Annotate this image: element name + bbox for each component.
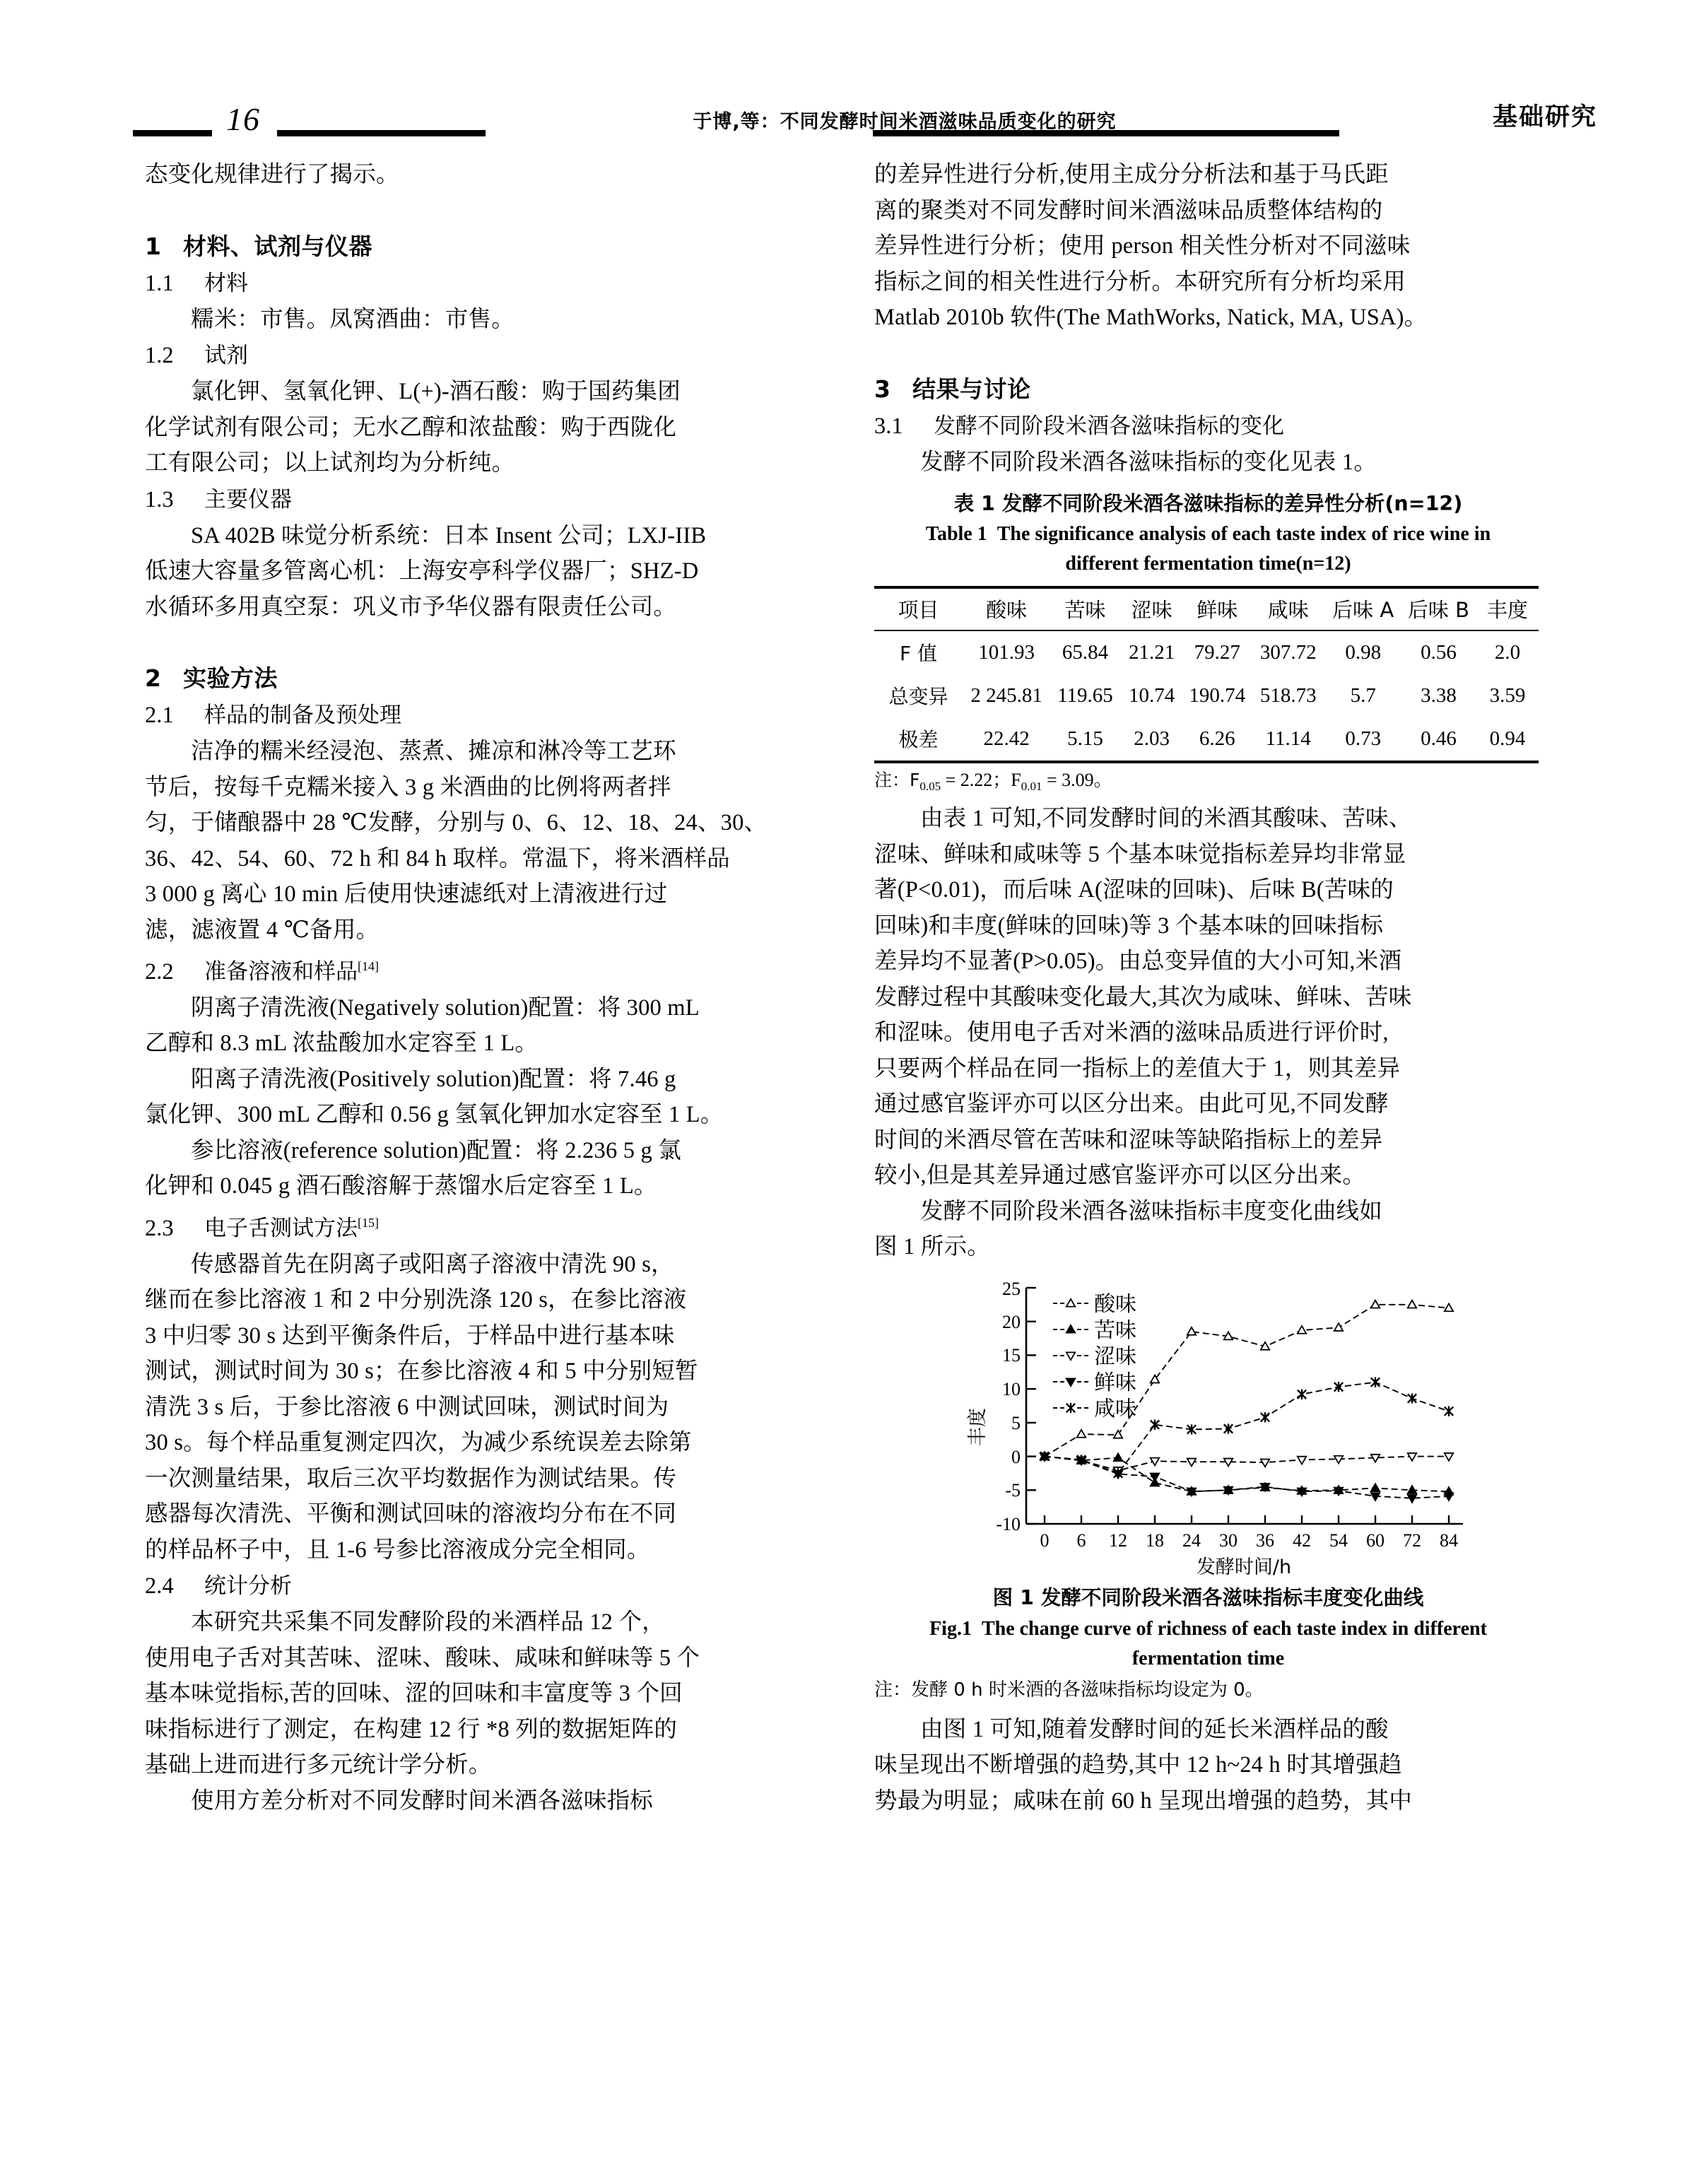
table-caption-cn: 表 1 发酵不同阶段米酒各滋味指标的差异性分析(n=12) bbox=[953, 492, 1463, 515]
body-line: 通过感官鉴评亦可以区分出来。由此可见,不同发酵 bbox=[874, 1091, 1389, 1117]
series-鲜味 bbox=[1040, 1453, 1452, 1503]
figure-1-block bbox=[874, 1275, 1542, 1705]
body-line: 发酵不同阶段米酒各滋味指标丰度变化曲线如 bbox=[920, 1198, 1383, 1224]
y-axis-ticks bbox=[1026, 1288, 1036, 1524]
body-line: 著(P<0.01)，而后味 A(涩味的回味)、后味 B(苦味的 bbox=[874, 877, 1394, 903]
y-axis-label: 丰度 bbox=[966, 1407, 989, 1446]
body-line: 回味)和丰度(鲜味的回味)等 3 个基本味的回味指标 bbox=[874, 912, 1384, 939]
body-line: Matlab 2010b 软件(The MathWorks, Natick, MA, USA)。 bbox=[874, 305, 1428, 330]
x-tick-label: 84 bbox=[1439, 1530, 1458, 1551]
chart-legend bbox=[1053, 1293, 1136, 1421]
legend-item-酸味 bbox=[1053, 1293, 1136, 1316]
heading-number: 3 bbox=[874, 375, 891, 403]
body-line: 洁净的糯米经浸泡、蒸煮、摊凉和淋冷等工艺环 bbox=[191, 739, 676, 764]
body-line: 指标之间的相关性进行分析。本研究所有分析均采用 bbox=[874, 269, 1406, 295]
heading-1-1 bbox=[145, 265, 813, 302]
body-line: 3 中归零 30 s 达到平衡条件后，于样品中进行基本味 bbox=[145, 1322, 675, 1349]
col-header-aftertaste-b: 后味 B bbox=[1407, 598, 1470, 622]
data-point-filled-triangle-up bbox=[1066, 1325, 1074, 1332]
heading-number: 2.4 bbox=[145, 1573, 174, 1599]
cell: 0.46 bbox=[1421, 727, 1457, 750]
heading-number: 2.1 bbox=[145, 703, 174, 728]
citation-marker: [14] bbox=[358, 959, 379, 973]
table-row bbox=[874, 717, 1539, 761]
body-line: 水循环多用真空泵：巩义市予华仪器有限责任公司。 bbox=[145, 594, 677, 620]
heading-text: 电子舌测试方法 bbox=[204, 1215, 358, 1241]
header-rule-mid bbox=[277, 130, 486, 136]
row-label: F 值 bbox=[900, 642, 938, 665]
table-caption-text: The significance analysis of each taste index of rice wine in bbox=[997, 523, 1491, 545]
body-line: 感器每次清洗、平衡和测试回味的溶液均分布在不同 bbox=[145, 1501, 677, 1527]
body-line: 发酵不同阶段米酒各滋味指标的变化见表 1。 bbox=[920, 449, 1377, 475]
series-涩味 bbox=[1040, 1453, 1452, 1475]
table-header-row bbox=[874, 587, 1539, 630]
legend-item-苦味 bbox=[1053, 1319, 1136, 1342]
data-point-open-triangle-up bbox=[1187, 1327, 1195, 1335]
body-line: 36、42、54、60、72 h 和 84 h 取样。常温下，将米酒样品 bbox=[145, 845, 730, 871]
col-header-aftertaste-a: 后味 A bbox=[1332, 598, 1394, 622]
body-line: 滤，滤液置 4 ℃备用。 bbox=[145, 917, 380, 943]
cell: 3.38 bbox=[1421, 683, 1457, 707]
cell: 6.26 bbox=[1199, 727, 1235, 750]
data-point-filled-triangle-down bbox=[1066, 1378, 1074, 1386]
heading-text: 主要仪器 bbox=[204, 486, 292, 512]
cell: 10.74 bbox=[1128, 683, 1175, 707]
x-axis-ticks bbox=[1045, 1515, 1449, 1524]
data-point-open-triangle-down bbox=[1066, 1352, 1074, 1360]
body-line: 使用电子舌对其苦味、涩味、酸味、咸味和鲜味等 5 个 bbox=[145, 1645, 700, 1671]
col-header-sour: 酸味 bbox=[986, 598, 1028, 622]
heading-text: 材料、试剂与仪器 bbox=[183, 232, 372, 260]
body-line: 匀，于储酿器中 28 ℃发酵，分别与 0、6、12、18、24、30、 bbox=[145, 810, 768, 835]
figure-note: 注：发酵 0 h 时米酒的各滋味指标均设定为 0。 bbox=[874, 1679, 1264, 1701]
body-line: 离的聚类对不同发酵时间米酒滋味品质整体结构的 bbox=[874, 197, 1383, 223]
heading-section-2 bbox=[145, 660, 813, 697]
table-note-sub-2: 0.01 bbox=[1021, 780, 1042, 794]
body-line: 只要两个样品在同一指标上的差值大于 1，则其差异 bbox=[874, 1055, 1401, 1081]
body-line: 味呈现出不断增强的趋势,其中 12 h~24 h 时其增强趋 bbox=[874, 1752, 1402, 1778]
article-running-title: 于博,等：不同发酵时间米酒滋味品质变化的研究 bbox=[693, 111, 1117, 133]
body-line: 氯化钾、氢氧化钾、L(+)-酒石酸：购于国药集团 bbox=[191, 379, 681, 404]
body-line: 差异性进行分析；使用 person 相关性分析对不同滋味 bbox=[874, 233, 1411, 259]
heading-2-4 bbox=[145, 1568, 813, 1604]
cell: 307.72 bbox=[1259, 640, 1317, 664]
data-point-x-star bbox=[1260, 1412, 1269, 1422]
body-line: 乙醇和 8.3 mL 浓盐酸加水定容至 1 L。 bbox=[145, 1031, 539, 1057]
col-header-umami: 鲜味 bbox=[1197, 598, 1238, 622]
carryover-line: 态变化规律进行了揭示。 bbox=[145, 162, 399, 187]
data-point-open-triangle-up bbox=[1076, 1430, 1085, 1438]
data-point-filled-triangle-down bbox=[1407, 1495, 1416, 1503]
cell: 79.27 bbox=[1194, 640, 1240, 664]
body-line: 糯米：市售。凤窝酒曲：市售。 bbox=[191, 306, 515, 332]
heading-text: 发酵不同阶段米酒各滋味指标的变化 bbox=[934, 413, 1284, 439]
data-point-open-triangle-down bbox=[1444, 1453, 1452, 1461]
spacer bbox=[874, 336, 1542, 371]
heading-number: 1 bbox=[145, 232, 162, 260]
body-line: 参比溶液(reference solution)配置：将 2.236 5 g 氯 bbox=[191, 1137, 681, 1163]
body-line: 由表 1 可知,不同发酵时间的米酒其酸味、苦味、 bbox=[920, 806, 1412, 832]
body-line: 基本味觉指标,苦的回味、涩的回味和丰富度等 3 个回 bbox=[145, 1681, 683, 1707]
heading-text: 试剂 bbox=[204, 343, 248, 368]
x-tick-label: 18 bbox=[1145, 1530, 1164, 1551]
col-header-richness: 丰度 bbox=[1486, 598, 1528, 622]
legend-label: 涩味 bbox=[1093, 1344, 1136, 1368]
y-tick-label: 15 bbox=[1001, 1344, 1021, 1366]
table-row bbox=[874, 674, 1539, 717]
table-bottom-rule bbox=[874, 761, 1539, 763]
table-note bbox=[874, 766, 1542, 801]
header-rule-left bbox=[133, 130, 212, 136]
data-point-open-triangle-up bbox=[1297, 1326, 1305, 1334]
data-point-open-triangle-up bbox=[1444, 1303, 1452, 1311]
table-note-mid: = 2.22；F bbox=[941, 770, 1021, 790]
x-axis-label: 发酵时间/h bbox=[1196, 1556, 1291, 1578]
body-line: 阳离子清洗液(Positively solution)配置：将 7.46 g bbox=[191, 1066, 676, 1092]
body-line: 时间的米酒尽管在苦味和涩味等缺陷指标上的差异 bbox=[874, 1127, 1383, 1153]
y-tick-label: -10 bbox=[995, 1513, 1021, 1534]
table-note-prefix: 注：F bbox=[874, 770, 920, 790]
y-axis-tick-labels bbox=[996, 1279, 1021, 1534]
body-line: 低速大容量多管离心机：上海安亭科学仪器厂；SHZ-D bbox=[145, 558, 699, 584]
body-line: 化学试剂有限公司；无水乙醇和浓盐酸：购于西陇化 bbox=[145, 414, 677, 440]
journal-section-label: 基础研究 bbox=[1492, 103, 1597, 131]
heading-1-2 bbox=[145, 337, 813, 374]
cell: 3.59 bbox=[1489, 683, 1526, 707]
citation-marker: [15] bbox=[358, 1215, 379, 1230]
heading-text: 准备溶液和样品 bbox=[204, 958, 358, 985]
body-line: 本研究共采集不同发酵阶段的米酒样品 12 个， bbox=[191, 1609, 665, 1636]
x-tick-label: 54 bbox=[1329, 1530, 1348, 1551]
heading-text: 样品的制备及预处理 bbox=[204, 703, 401, 728]
table-label: Table 1 bbox=[925, 523, 987, 545]
cell: 5.15 bbox=[1067, 727, 1103, 750]
data-point-x-star bbox=[1223, 1423, 1232, 1433]
heading-number: 1.1 bbox=[145, 270, 174, 296]
body-line: 传感器首先在阴离子或阳离子溶液中清洗 90 s， bbox=[191, 1251, 674, 1277]
data-point-filled-triangle-up bbox=[1113, 1453, 1122, 1461]
y-tick-label: -5 bbox=[1004, 1479, 1021, 1501]
legend-label: 酸味 bbox=[1093, 1292, 1136, 1316]
col-header-item: 项目 bbox=[898, 598, 939, 622]
x-tick-label: 6 bbox=[1076, 1530, 1086, 1551]
data-point-x-star bbox=[1297, 1389, 1305, 1399]
body-line: 的差异性进行分析,使用主成分分析法和基于马氏距 bbox=[874, 162, 1389, 187]
x-tick-label: 60 bbox=[1365, 1530, 1385, 1551]
data-point-open-triangle-up bbox=[1370, 1300, 1379, 1308]
table-body bbox=[874, 630, 1539, 761]
cell: 11.14 bbox=[1265, 727, 1311, 750]
y-tick-label: 10 bbox=[1001, 1378, 1021, 1399]
legend-label: 咸味 bbox=[1093, 1397, 1136, 1421]
body-line: 差异均不显著(P>0.05)。由总变异值的大小可知,米酒 bbox=[874, 949, 1402, 975]
heading-number: 2.3 bbox=[145, 1215, 174, 1241]
cell: 119.65 bbox=[1057, 683, 1113, 707]
body-line: 由图 1 可知,随着发酵时间的延长米酒样品的酸 bbox=[920, 1716, 1389, 1742]
data-point-open-triangle-up bbox=[1066, 1298, 1074, 1306]
cell: 2 245.81 bbox=[970, 683, 1042, 707]
right-column bbox=[874, 157, 1542, 1819]
spacer bbox=[145, 625, 813, 660]
spacer bbox=[145, 193, 813, 228]
x-tick-label: 12 bbox=[1108, 1530, 1127, 1551]
x-tick-label: 42 bbox=[1292, 1530, 1311, 1551]
cell: 0.73 bbox=[1345, 727, 1382, 750]
y-tick-label: 20 bbox=[1001, 1311, 1021, 1332]
cell: 21.21 bbox=[1128, 640, 1175, 664]
legend-label: 鲜味 bbox=[1093, 1370, 1136, 1395]
cell: 190.74 bbox=[1189, 683, 1246, 707]
data-point-x-star bbox=[1370, 1377, 1379, 1387]
heading-number: 2 bbox=[145, 664, 162, 692]
body-line: 使用方差分析对不同发酵时间米酒各滋味指标 bbox=[191, 1787, 654, 1814]
heading-text: 材料 bbox=[204, 270, 248, 296]
x-tick-label: 24 bbox=[1182, 1530, 1201, 1551]
figure-caption-en-line1 bbox=[874, 1614, 1542, 1644]
heading-section-1 bbox=[145, 228, 813, 265]
cell: 5.7 bbox=[1350, 683, 1376, 707]
table-note-sub-1: 0.05 bbox=[919, 780, 941, 794]
cell: 518.73 bbox=[1259, 683, 1317, 707]
x-tick-label: 72 bbox=[1402, 1530, 1421, 1551]
body-line: 势最为明显；咸味在前 60 h 呈现出增强的趋势，其中 bbox=[874, 1787, 1413, 1814]
x-tick-label: 36 bbox=[1255, 1530, 1274, 1551]
heading-number: 2.2 bbox=[145, 958, 174, 985]
heading-text: 统计分析 bbox=[204, 1573, 292, 1599]
body-line: 味指标进行了测定，在构建 12 行 *8 列的数据矩阵的 bbox=[145, 1716, 678, 1742]
row-label: 总变异 bbox=[888, 685, 948, 708]
body-line: 发酵过程中其酸味变化最大,其次为咸味、鲜味、苦味 bbox=[874, 984, 1412, 1010]
heading-number: 1.2 bbox=[145, 343, 174, 368]
y-tick-label: 0 bbox=[1011, 1446, 1021, 1467]
table-caption-en-line2: different fermentation time(n=12) bbox=[1065, 553, 1351, 575]
figure-caption-cn: 图 1 发酵不同阶段米酒各滋味指标丰度变化曲线 bbox=[992, 1585, 1424, 1609]
heading-3-1 bbox=[874, 408, 1542, 445]
cell: 101.93 bbox=[978, 640, 1035, 664]
x-axis-tick-labels bbox=[1040, 1530, 1458, 1551]
heading-text: 结果与讨论 bbox=[912, 375, 1031, 403]
body-line: 30 s。每个样品重复测定四次，为减少系统误差去除第 bbox=[145, 1430, 692, 1456]
body-line: 工有限公司；以上试剂均为分析纯。 bbox=[145, 450, 515, 476]
col-header-salty: 咸味 bbox=[1267, 598, 1309, 622]
cell: 0.94 bbox=[1489, 727, 1526, 750]
data-point-x-star bbox=[1444, 1406, 1452, 1416]
cell: 2.0 bbox=[1494, 640, 1521, 664]
data-point-open-triangle-up bbox=[1334, 1323, 1342, 1331]
data-point-x-star bbox=[1407, 1393, 1416, 1403]
body-line: 继而在参比溶液 1 和 2 中分别洗涤 120 s，在参比溶液 bbox=[145, 1287, 687, 1313]
heading-2-2 bbox=[145, 948, 813, 990]
col-header-astringent: 涩味 bbox=[1131, 598, 1172, 622]
data-point-open-triangle-up bbox=[1113, 1431, 1122, 1438]
body-line: 较小,但是其差异通过感官鉴评亦可以区分出来。 bbox=[874, 1163, 1366, 1189]
figure-1-chart bbox=[940, 1275, 1477, 1579]
y-tick-label: 5 bbox=[1011, 1412, 1021, 1433]
body-line: 图 1 所示。 bbox=[874, 1234, 990, 1260]
page-number: 16 bbox=[226, 101, 260, 137]
body-line: 基础上进而进行多元统计学分析。 bbox=[145, 1752, 492, 1778]
table-header bbox=[874, 587, 1539, 630]
body-line: 氯化钾、300 mL 乙醇和 0.56 g 氢氧化钾加水定容至 1 L。 bbox=[145, 1102, 724, 1128]
data-point-filled-triangle-up bbox=[1370, 1484, 1379, 1491]
heading-2-1 bbox=[145, 697, 813, 734]
figure-label: Fig.1 bbox=[929, 1617, 972, 1640]
table-1-block bbox=[874, 488, 1542, 801]
body-line: 和涩味。使用电子舌对米酒的滋味品质进行评价时, bbox=[874, 1020, 1389, 1046]
body-line: 化钾和 0.045 g 酒石酸溶解于蒸馏水后定容至 1 L。 bbox=[145, 1173, 657, 1199]
cell: 0.56 bbox=[1421, 640, 1457, 664]
heading-1-3 bbox=[145, 481, 813, 518]
figure-caption-text: The change curve of richness of each taste index in different bbox=[981, 1617, 1487, 1640]
x-tick-label: 0 bbox=[1040, 1530, 1049, 1551]
body-line: 涩味、鲜味和咸味等 5 个基本味觉指标差异均非常显 bbox=[874, 841, 1406, 867]
row-label: 极差 bbox=[898, 728, 939, 751]
heading-section-3 bbox=[874, 371, 1542, 408]
heading-number: 3.1 bbox=[874, 413, 903, 439]
table-caption-en-line1 bbox=[874, 519, 1542, 549]
legend-label: 苦味 bbox=[1093, 1318, 1136, 1342]
heading-number: 1.3 bbox=[145, 486, 174, 512]
heading-text: 实验方法 bbox=[183, 664, 278, 692]
heading-2-3 bbox=[145, 1204, 813, 1247]
cell: 0.98 bbox=[1345, 640, 1382, 664]
table-significance-analysis bbox=[874, 586, 1539, 761]
running-head bbox=[92, 90, 1597, 151]
table-note-suffix: = 3.09。 bbox=[1042, 770, 1112, 790]
legend-item-咸味 bbox=[1053, 1397, 1136, 1421]
y-tick-label: 25 bbox=[1001, 1278, 1021, 1299]
body-line: 3 000 g 离心 10 min 后使用快速滤纸对上清液进行过 bbox=[145, 881, 668, 907]
body-line: 阴离子清洗液(Negatively solution)配置：将 300 mL bbox=[191, 994, 700, 1021]
body-line: 测试，测试时间为 30 s；在参比溶液 4 和 5 中分别短暂 bbox=[145, 1358, 698, 1385]
left-column bbox=[145, 157, 813, 1819]
cell: 22.42 bbox=[983, 727, 1030, 750]
body-line: 的样品杯子中，且 1-6 号参比溶液成分完全相同。 bbox=[145, 1537, 650, 1563]
legend-item-涩味 bbox=[1053, 1345, 1136, 1368]
data-point-x-star bbox=[1066, 1403, 1074, 1413]
cell: 65.84 bbox=[1062, 640, 1109, 664]
body-line: 节后，按每千克糯米接入 3 g 米酒曲的比例将两者拌 bbox=[145, 774, 671, 800]
table-row bbox=[874, 630, 1539, 674]
body-line: 清洗 3 s 后，于参比溶液 6 中测试回味，测试时间为 bbox=[145, 1394, 669, 1420]
x-tick-label: 30 bbox=[1218, 1530, 1238, 1551]
legend-item-鲜味 bbox=[1053, 1371, 1136, 1395]
col-header-bitter: 苦味 bbox=[1064, 598, 1106, 622]
figure-caption-en-line2: fermentation time bbox=[1131, 1647, 1285, 1669]
body-line: SA 402B 味觉分析系统：日本 Insent 公司；LXJ-IIB bbox=[191, 522, 707, 548]
cell: 2.03 bbox=[1134, 727, 1170, 750]
body-line: 一次测量结果，取后三次平均数据作为测试结果。传 bbox=[145, 1465, 677, 1491]
